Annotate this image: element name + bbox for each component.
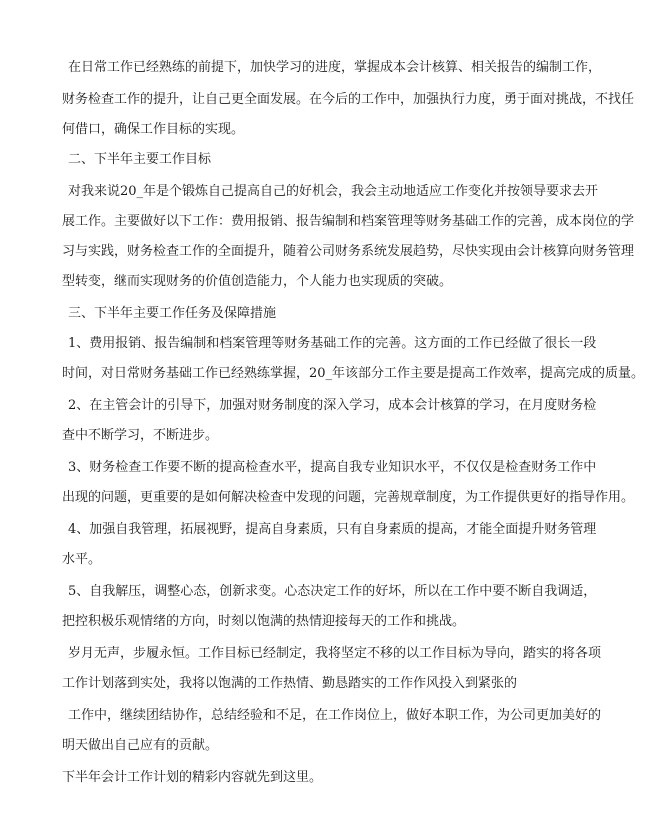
- text-line: 5、自我解压，调整心态，创新求变。心态决定工作的好坏，所以在工作中要不断自我调适，: [68, 584, 597, 599]
- text-line: 财务检查工作的提升，让自己更全面发展。在今后的工作中，加强执行力度，勇于面对挑战，不找任: [62, 92, 635, 107]
- text-line: 对我来说20_年是个锻炼自己提高自己的好机会，我会主动地适应工作变化并按领导要求去开: [68, 184, 599, 199]
- text-line: 工作中，继续团结协作，总结经验和不足，在工作岗位上，做好本职工作，为公司更加美好的: [68, 708, 602, 723]
- text-line: 工作计划落到实处，我将以饱满的工作热情、勤恳踏实的工作作风投入到紧张的: [62, 676, 518, 691]
- text-line: 习与实践，财务检查工作的全面提升，随着公司财务系统发展趋势，尽快实现由会计核算向财务管理: [62, 244, 635, 259]
- text-line: 展工作。主要做好以下工作：费用报销、报告编制和档案管理等财务基础工作的完善，成本岗位的学: [62, 214, 635, 229]
- text-line: 明天做出自己应有的贡献。: [62, 738, 219, 753]
- section-heading: 二、下半年主要工作目标: [68, 152, 212, 167]
- section-heading: 三、下半年主要工作任务及保障措施: [68, 306, 277, 321]
- text-line: 时间，对日常财务基础工作已经熟练掌握，20_年该部分工作主要是提高工作效率，提高完成的质量。: [62, 366, 645, 381]
- text-line: 水平。: [62, 552, 102, 567]
- text-line: 查中不断学习，不断进步。: [62, 428, 219, 443]
- text-line: 2、在主管会计的引导下，加强对财务制度的深入学习，成本会计核算的学习，在月度财务检: [68, 398, 597, 413]
- text-line: 在日常工作已经熟练的前提下，加快学习的进度，掌握成本会计核算、相关报告的编制工作，: [68, 60, 602, 75]
- text-line: 把控积极乐观情绪的方向，时刻以饱满的热情迎接每天的工作和挑战。: [62, 614, 466, 629]
- text-line: 出现的问题，更重要的是如何解决检查中发现的问题，完善规章制度，为工作提供更好的指导作用。: [62, 490, 635, 505]
- text-line: 下半年会计工作计划的精彩内容就先到这里。: [62, 770, 323, 785]
- text-line: 何借口，确保工作目标的实现。: [62, 122, 245, 137]
- text-line: 3、财务检查工作要不断的提高检查水平，提高自我专业知识水平，不仅仅是检查财务工作中: [68, 460, 597, 475]
- text-line: 型转变，继而实现财务的价值创造能力，个人能力也实现质的突破。: [62, 274, 453, 289]
- text-line: 岁月无声，步履永恒。工作目标已经制定，我将坚定不移的以工作目标为导向，踏实的将各项: [68, 646, 602, 661]
- text-line: 1、费用报销、报告编制和档案管理等财务基础工作的完善。这方面的工作已经做了很长一段: [68, 336, 597, 351]
- text-line: 4、加强自我管理，拓展视野，提高自身素质，只有自身素质的提高，才能全面提升财务管理: [68, 522, 597, 537]
